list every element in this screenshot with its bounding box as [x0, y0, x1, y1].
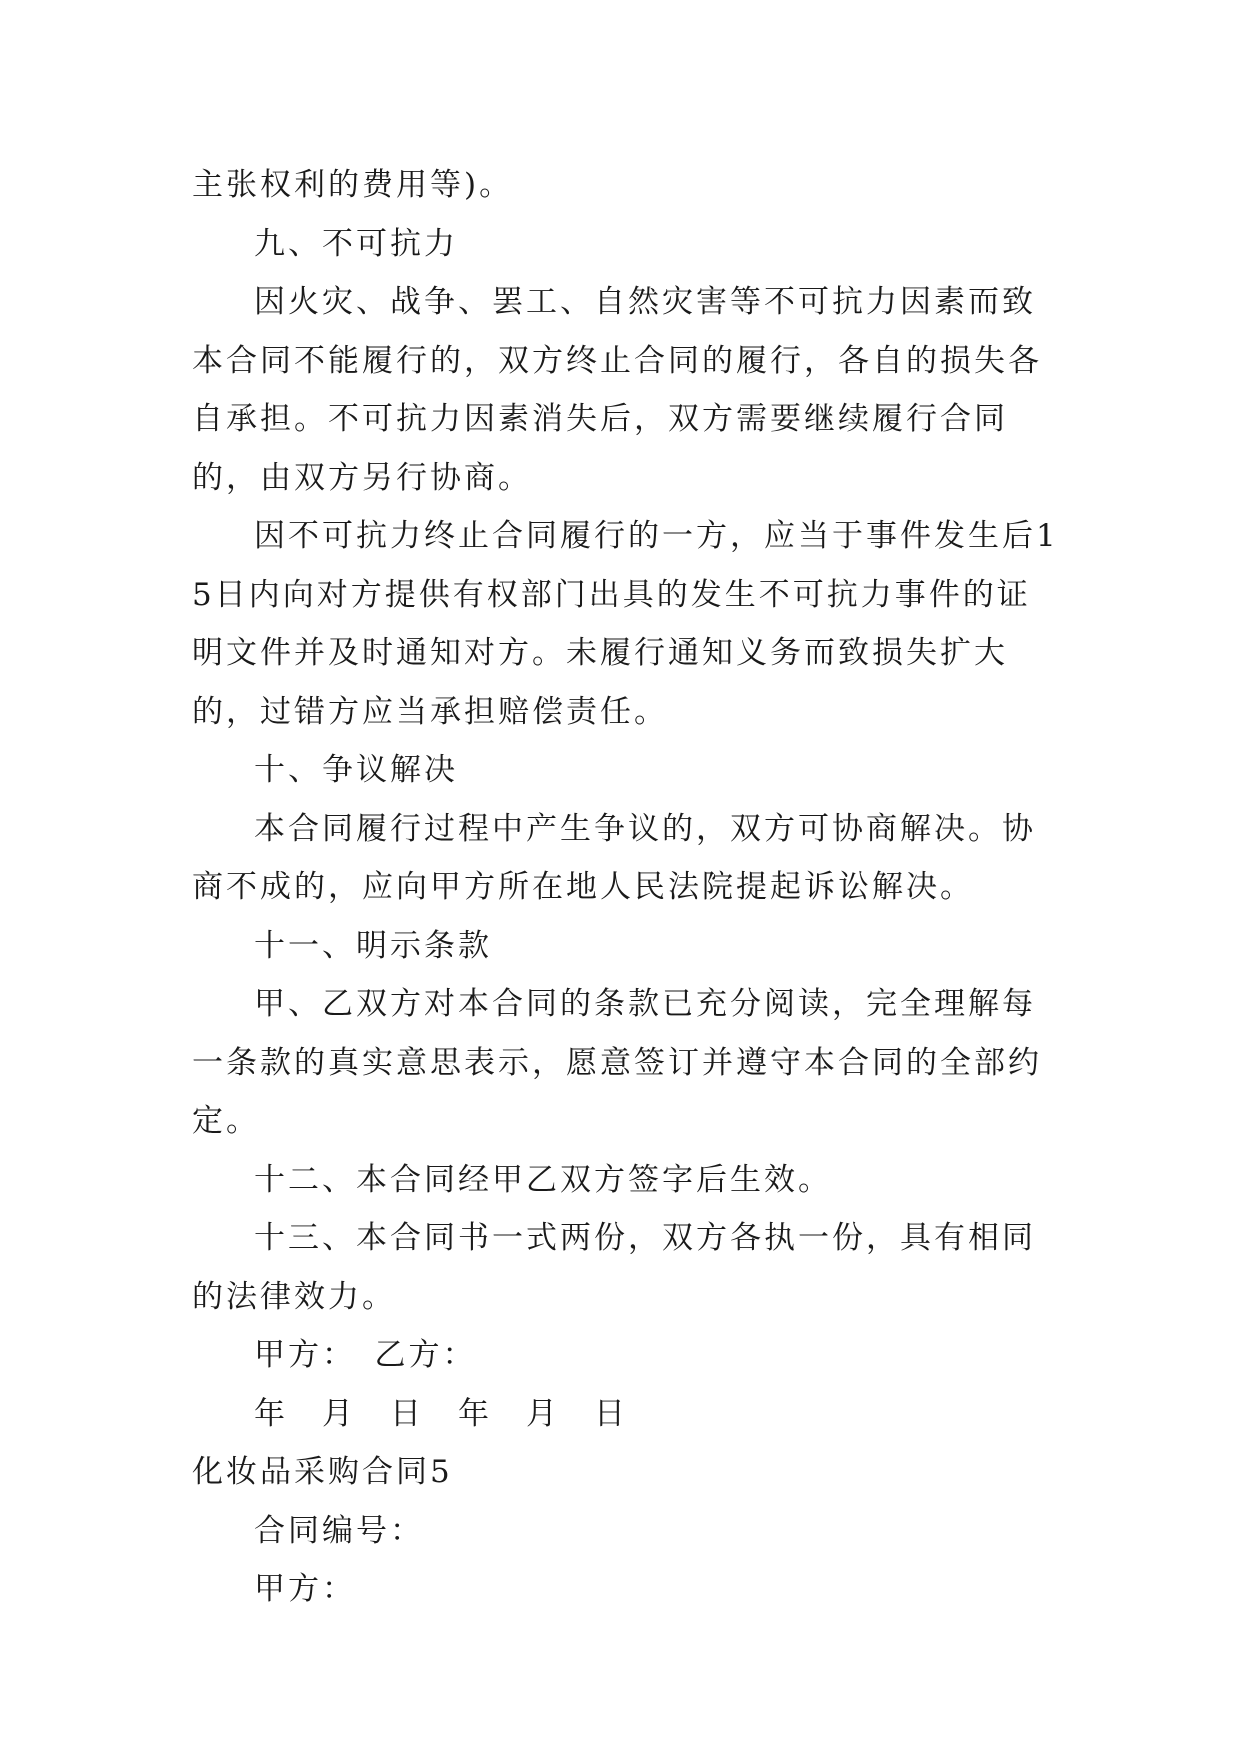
clause-copies: 十三、本合同书一式两份，双方各执一份，具有相同的法律效力。 [192, 1220, 1036, 1315]
paragraph-force-majeure-1: 因火灾、战争、罢工、自然灾害等不可抗力因素而致本合同不能履行的，双方终止合同的履行，各自的损失各自承担。不可抗力因素消失后，双方需要继续履行合同的，由双方另行协商。 [192, 284, 1042, 496]
signature-parties: 甲方： 乙方： [254, 1337, 477, 1373]
paragraph-force-majeure-2: 因不可抗力终止合同履行的一方，应当于事件发生后15日内向对方提供有权部门出具的发生不可抗力事件的证明文件并及时通知对方。未履行通知义务而致损失扩大的，过错方应当承担赔偿责任。 [192, 518, 1059, 730]
document-body [192, 156, 1062, 1619]
clause-effective: 十二、本合同经甲乙双方签字后生效。 [254, 1161, 832, 1198]
party-a-label: 甲方： [254, 1571, 356, 1607]
heading-explicit-terms: 十一、明示条款 [254, 927, 492, 964]
heading-force-majeure: 九、不可抗力 [254, 225, 458, 262]
paragraph-explicit-terms: 甲、乙双方对本合同的条款已充分阅读，完全理解每一条款的真实意思表示，愿意签订并遵守本合同的全部约定。 [192, 986, 1042, 1139]
paragraph-dispute-resolution: 本合同履行过程中产生争议的，双方可协商解决。协商不成的，应向甲方所在地人民法院提起诉讼解决。 [192, 810, 1036, 905]
paragraph-fee-end: 主张权利的费用等)。 [192, 167, 514, 203]
contract-number-label: 合同编号： [254, 1512, 424, 1549]
next-contract-title: 化妆品采购合同5 [192, 1454, 453, 1490]
signature-dates: 年 月 日 年 月 日 [254, 1395, 628, 1432]
heading-dispute-resolution: 十、争议解决 [254, 752, 458, 788]
